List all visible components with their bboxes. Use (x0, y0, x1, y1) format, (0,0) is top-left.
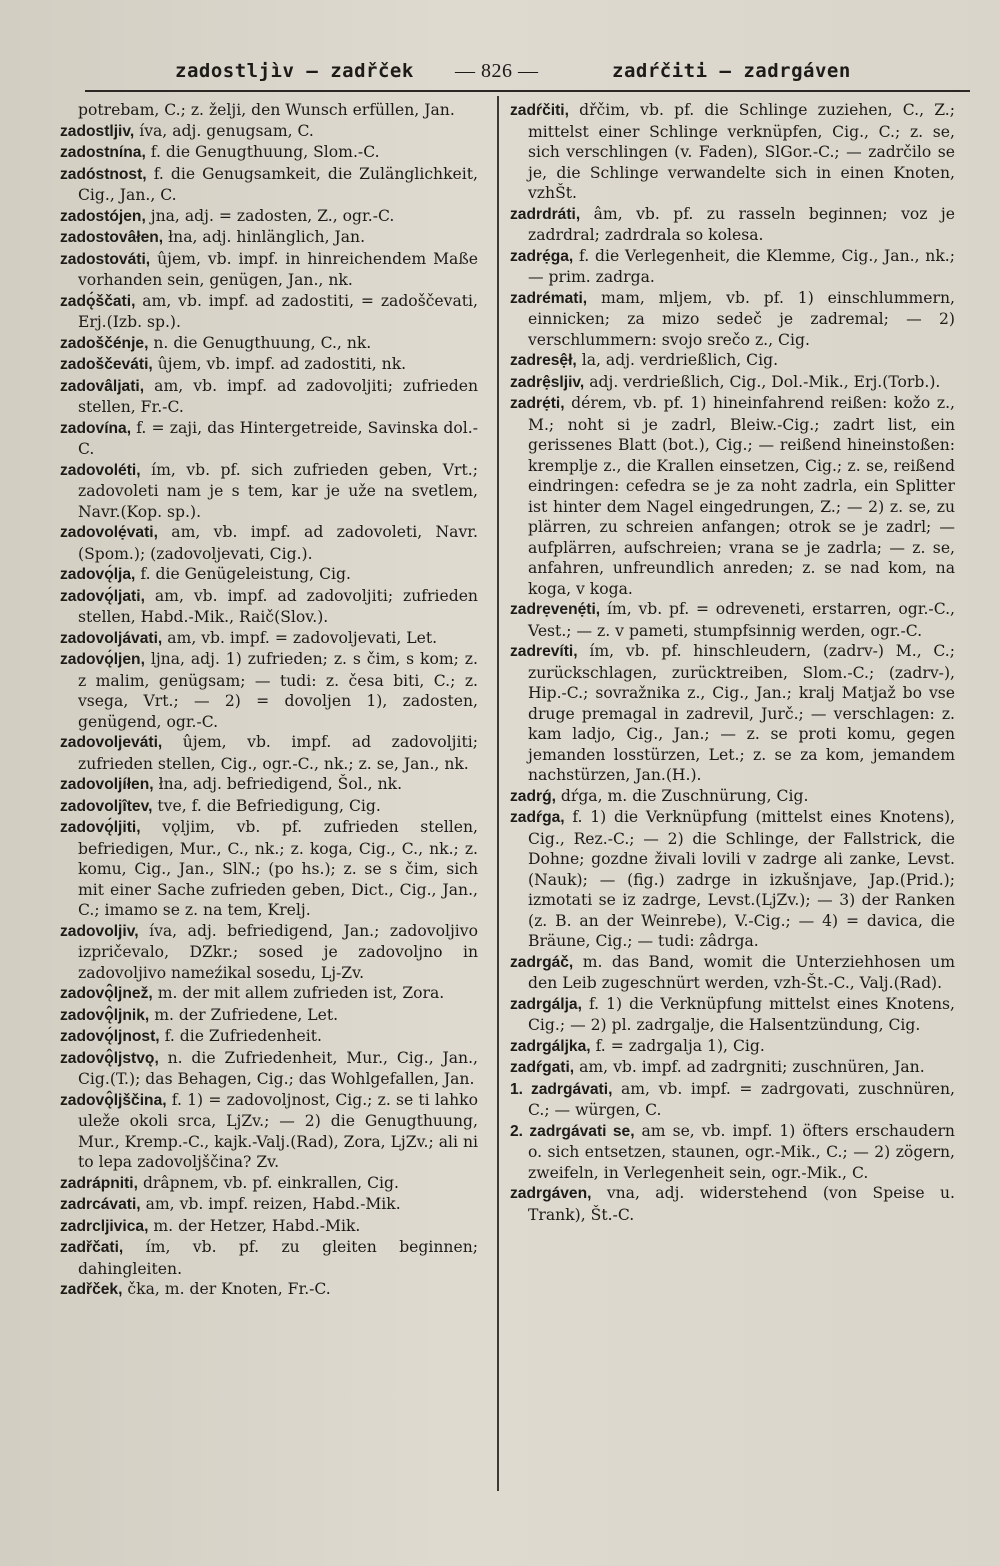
dictionary-entry (60, 921, 478, 984)
headword: zadovoljeváti, (60, 734, 163, 751)
headword: zadovǫ̂ljstvǫ, (60, 1049, 159, 1067)
dictionary-entry (510, 599, 955, 641)
entry-definition: ím, vb. pf. = odreveneti, erstarren, ogr.-C., Vest.; — z. v pameti, stumpfsinnig werden, ogr.-C. (528, 600, 955, 640)
right-column (510, 100, 955, 1225)
headword: zadresệł, (510, 352, 577, 369)
entry-definition: f. = zaji, das Hintergetreide, Savinska dol.-C. (78, 418, 478, 458)
dictionary-entry (60, 164, 478, 206)
dictionary-entry (510, 372, 955, 394)
headword: zadǫ́ščati, (60, 292, 136, 310)
entry-definition: am, vb. impf. reizen, Habd.-Mik. (145, 1195, 401, 1213)
header-rule (85, 90, 970, 92)
dictionary-entry (60, 774, 478, 796)
dictionary-entry (60, 227, 478, 249)
entry-definition: am, vb. impf. ad zadostiti, = zadoščevati, Erj.(Izb. sp.). (78, 291, 478, 331)
dictionary-entry (60, 1090, 478, 1173)
headword: zadŕgati, (510, 1059, 575, 1076)
entry-definition: m. der Hetzer, Habd.-Mik. (153, 1216, 361, 1235)
dictionary-entry (510, 350, 955, 372)
headword: zadrevíti, (510, 643, 578, 660)
headword: zadrgáljka, (510, 1037, 591, 1055)
entry-definition: m. das Band, womit die Unterziehhosen um den Leib zugeschnürt werden, vzh-Št.-C., Valj.(Rad). (528, 952, 955, 992)
dictionary-entry (60, 1048, 478, 1090)
headword: zadrgálja, (510, 995, 582, 1013)
entry-definition: n. die Zufriedenheit, Mur., Cig., Jan., Cig.(T.); das Behagen, Cig.; das Wohlgefallen, Jan. (78, 1048, 478, 1088)
headword: zadrdráti, (510, 205, 581, 223)
entry-definition: potrebam, C.; z. želji, den Wunsch erfüllen, Jan. (78, 101, 455, 119)
dictionary-entry (510, 393, 955, 599)
entry-definition: f. 1) die Verknüpfung (mittelst eines Knotens), Cig., Rez.-C.; — 2) die Schlinge, der Fallstrick, die Dohne; gozdne živali lovili v zadrge ali zanke, Levst.(Nauk); — (fig.) zadrge in izkušnjave, Jap.(Prid.); izmotati se iz zadrge, Levst.(LjZv.); — 3) der Ranken (z. B. an der Weinrebe), V.-Cig.; — 4) = davica, die Bräune, Cig.; — tudi: zâdrga. (528, 808, 955, 950)
headword: zadovoljíłen, (60, 776, 154, 793)
headword: zadostójen, (60, 207, 146, 225)
dictionary-entry (60, 522, 478, 564)
headword: zadostovâłen, (60, 229, 164, 246)
headword: zadrệsljiv, (510, 373, 585, 391)
dictionary-entry (60, 1279, 478, 1301)
headword: zadovoljîtev, (60, 797, 153, 815)
entry-definition: tve, f. die Befriedigung, Cig. (157, 796, 381, 815)
entry-definition: f. 1) = zadovoljnost, Cig.; z. se ti lahko uleže okoli srca, LjZv.; — 2) die Genugthuung, Mur., Kremp.-C., kajk.-Valj.(Rad), Zora, LjZv.; ali ni to lepa zadovoljščina? Zv. (78, 1090, 478, 1171)
entry-definition: f. die Genugthuung, Slom.-C. (150, 143, 380, 161)
entry-definition: am, vb. impf. = zadrgovati, zuschnüren, C.; — würgen, C. (528, 1079, 955, 1119)
entry-definition: am, vb. impf. = zadovoljevati, Let. (167, 628, 438, 647)
dictionary-entry (60, 1026, 478, 1048)
entry-definition: m. der Zufriedene, Let. (154, 1005, 339, 1024)
dictionary-entry (60, 1237, 478, 1279)
entry-definition: dérem, vb. pf. 1) hineinfahrend reißen: kožo z., M.; noht si je zadrl, Bleiw.-Cig.; zadrt list, ein gerissenes Blatt (bot.), Cig.; — reißend hineinstoßen: kremplje z., die Krallen einsetzen, Cig.; z. se, reißend eindringen: cefedra se je za noht zadrla, ein Splitter ist hinter dem Nagel eingedrungen, Z.; — 2) z. se, zu plärren, zu schreien anfangen; otrok se je zadrl; — aufplärren, aufschreien; vrana se je zadrla; — z. se, anfahren, unfreundlich anreden; z. se nad kom, na koga, v koga. (528, 394, 955, 598)
headword: zadovína, (60, 419, 132, 437)
entry-definition: ûjem, vb. impf. ad zadostiti, nk. (157, 355, 407, 373)
entry-definition: vǫljim, vb. pf. zufrieden stellen, befriedigen, Mur., C., nk.; z. koga, Cig., C., nk.; z. komu, Cig., Jan., SlN.; (po hs.); z. se s čim, sich mit einer Sache zufrieden geben, Dict., Cig., Jan., C.; imamo se z. na tem, Krelj. (78, 818, 478, 919)
dictionary-entry (60, 564, 478, 586)
headword: zadrẹvenẹ́ti, (510, 601, 601, 618)
dictionary-entry (60, 796, 478, 818)
dictionary-entry (510, 1079, 955, 1121)
dictionary-entry (60, 1216, 478, 1238)
entry-definition: m. der mit allem zufrieden ist, Zora. (157, 984, 445, 1002)
entry-definition: drâpnem, vb. pf. einkrallen, Cig. (142, 1173, 399, 1192)
dictionary-entry (510, 246, 955, 288)
headword: zadoščeváti, (60, 356, 153, 373)
dictionary-entry (510, 204, 955, 246)
dictionary-entry (510, 1057, 955, 1079)
dictionary-entry (60, 249, 478, 291)
headword: zadrẹ́ti, (510, 395, 565, 412)
headword: zadovǫ̂ljščina, (60, 1091, 167, 1109)
entry-definition: am, vb. impf. ad zadovoljiti; zufrieden stellen, Habd.-Mik., Raič(Slov.). (78, 586, 478, 626)
entry-definition: f. die Verlegenheit, die Klemme, Cig., Jan., nk.; — prim. zadrga. (528, 246, 955, 286)
entry-definition: dřčim, vb. pf. die Schlinge zuziehen, C., Z.; mittelst einer Schlinge verknüpfen, Cig., C.; z. se, sich verschlingen (v. Faden), SlGor.-C.; — zadrčilo se je, die Schlinge verwandelte sich in einen Knoten, vzhŠt. (528, 101, 955, 202)
dictionary-entry (60, 1005, 478, 1027)
entry-definition: la, adj. verdrießlich, Cig. (581, 351, 779, 369)
headword: zadrgáč, (510, 953, 574, 971)
entry-definition: ljna, adj. 1) zufrieden; z. s čim, s kom; z. z malim, genügsam; — tudi: z. česa biti, C.; z. vsega, Vrt.; — 2) = dovoljen 1), zadosten, genügend, ogr.-C. (78, 650, 478, 731)
dictionary-entry (510, 288, 955, 351)
headword: zadovâljati, (60, 377, 145, 395)
dictionary-entry (510, 1036, 955, 1058)
headword: zadŕčiti, (510, 102, 569, 119)
dictionary-entry (60, 100, 478, 121)
entry-definition: íva, adj. befriedigend, Jan.; zadovoljivo izpričevalo, DZkr.; sosed je zadovoljno in zadovoljivo nameźikal sosedu, Lj-Zv. (78, 921, 478, 982)
entry-definition: n. die Genugthuung, C., nk. (153, 333, 372, 352)
dictionary-entry (60, 983, 478, 1005)
dictionary-entry (60, 1173, 478, 1195)
entry-definition: ûjem, vb. impf. in hinreichendem Maße vorhanden sein, genügen, Jan., nk. (78, 249, 478, 289)
dictionary-entry (60, 206, 478, 228)
dictionary-entry (60, 376, 478, 418)
entry-definition: mam, mljem, vb. pf. 1) einschlummern, einnicken; za mizo sedeč je zadremal; — 2) verschlummern: svojo srečo z., Cig. (528, 288, 955, 349)
headword: zadrcljivica, (60, 1217, 149, 1235)
page-number: — 826 — (455, 60, 539, 82)
entry-definition: ím, vb. pf. sich zufrieden geben, Vrt.; zadovoleti nam je s tem, kar je uže na svetlem, Navr.(Kop. sp.). (78, 460, 478, 521)
dictionary-entry (60, 628, 478, 650)
entry-definition: f. die Genügeleistung, Cig. (140, 565, 351, 583)
entry-definition: čka, m. der Knoten, Fr.-C. (127, 1280, 331, 1298)
entry-definition: f. = zadrgalja 1), Cig. (595, 1036, 765, 1055)
headword: zadóstnost, (60, 165, 147, 183)
dictionary-entry (510, 994, 955, 1036)
headword: zadovǫ́ljen, (60, 651, 145, 668)
left-column (60, 100, 478, 1301)
dictionary-entry (60, 291, 478, 333)
column-divider (497, 96, 499, 1491)
headword: zadrẹ́ga, (510, 247, 574, 265)
entry-definition: am, vb. impf. ad zadovoljiti; zufrieden stellen, Fr.-C. (78, 376, 478, 416)
dictionary-entry (510, 1183, 955, 1225)
entry-definition: łna, adj. befriedigend, Šol., nk. (158, 775, 403, 793)
dictionary-entry (510, 641, 955, 786)
entry-definition: dŕga, m. die Zuschnürung, Cig. (560, 786, 809, 805)
entry-definition: ûjem, vb. impf. ad zadovoljiti; zufrieden stellen, Cig., ogr.-C., nk.; z. se, Jan., nk. (78, 733, 478, 773)
dictionary-entry (60, 142, 478, 164)
headword: zadrémati, (510, 289, 588, 307)
headword: zadrgáven, (510, 1185, 592, 1202)
headword: zadrcávati, (60, 1196, 141, 1213)
headword: zadřček, (60, 1281, 123, 1298)
entry-definition: am, vb. impf. ad zadovoleti, Navr.(Spom.); (zadovoljevati, Cig.). (78, 523, 478, 563)
dictionary-entry (60, 354, 478, 376)
headword: zadostováti, (60, 250, 151, 268)
dictionary-entry (60, 121, 478, 143)
headword: zadřčati, (60, 1239, 124, 1256)
dictionary-entry (510, 1121, 955, 1184)
headword: zadostnína, (60, 144, 146, 161)
entry-definition: f. 1) die Verknüpfung mittelst eines Knotens, Cig.; — 2) pl. zadrgalje, die Halsentzündung, Cig. (528, 994, 955, 1034)
entry-definition: adj. verdrießlich, Cig., Dol.-Mik., Erj.(Torb.). (589, 372, 941, 391)
headword: zadovǫ̂ljnik, (60, 1006, 150, 1024)
dictionary-entry (60, 460, 478, 523)
headword: zadovoljiv, (60, 922, 139, 940)
entry-definition: f. die Zufriedenheit. (164, 1027, 322, 1045)
headword: zadovǫ́ljati, (60, 587, 145, 605)
entry-definition: am, vb. impf. ad zadrgniti; zuschnüren, Jan. (579, 1058, 925, 1076)
headword: zadostljiv, (60, 122, 135, 140)
dictionary-entry (60, 418, 478, 460)
entry-definition: f. die Genugsamkeit, die Zulänglichkeit, Cig., Jan., C. (78, 164, 478, 204)
entry-definition: vna, adj. widerstehend (von Speise u. Trank), Št.-C. (528, 1184, 955, 1224)
dictionary-entry (510, 100, 955, 204)
dictionary-entry (60, 586, 478, 628)
entry-definition: íva, adj. genugsam, C. (139, 121, 314, 140)
left-guide-word: zadostljìv — zadřček (175, 60, 414, 82)
headword: zadovǫ́lja, (60, 566, 136, 583)
dictionary-entry (510, 807, 955, 952)
dictionary-entry (60, 649, 478, 732)
dictionary-entry (60, 817, 478, 921)
dictionary-entry (510, 952, 955, 994)
dictionary-entry (60, 1194, 478, 1216)
entry-definition: am se, vb. impf. 1) öfters erschaudern o. sich entsetzen, staunen, ogr.-Mik., C.; — 2) zögern, zweifeln, in Verlegenheit sein, ogr.-Mik., C. (528, 1121, 955, 1182)
entry-definition: łna, adj. hinlänglich, Jan. (168, 228, 366, 246)
headword: zadrǵ, (510, 787, 556, 805)
page-header (0, 50, 1000, 90)
headword: zadovoléti, (60, 461, 141, 479)
right-guide-word: zadŕčiti — zadrgáven (612, 60, 851, 82)
entry-definition: ím, vb. pf. zu gleiten beginnen; dahingleiten. (78, 1238, 478, 1278)
headword: 2. zadrgávati se, (510, 1122, 635, 1140)
headword: zadŕga, (510, 809, 565, 826)
headword: zadovoljávati, (60, 629, 163, 647)
dictionary-entry (60, 732, 478, 774)
headword: zadovǫ́ljnost, (60, 1028, 160, 1045)
headword: 1. zadrgávati, (510, 1080, 613, 1098)
entry-definition: âm, vb. pf. zu rasseln beginnen; voz je zadrdral; zadrdrala so kolesa. (528, 204, 955, 244)
dictionary-entry (510, 786, 955, 808)
headword: zadovǫ̂ljnež, (60, 985, 153, 1002)
headword: zadovolẹ́vati, (60, 524, 158, 541)
entry-definition: ím, vb. pf. hinschleudern, (zadrv-) M., C.; zurückschlagen, zurücktreiben, Slom.-C.; (zadrv-), Hip.-C.; sovražnika z., Cig., Jan.; kralj Matjaž bo vse druge premagal in zadrevil, Jurč.; — verschlagen: z. kam ladjo, Cig., Jan.; — z. se proti komu, gegen jemanden losstürzen, Let.; z. se za kom, jemandem nachstürzen, Jan.(H.). (528, 642, 955, 784)
headword: zadoščénje, (60, 334, 149, 352)
dictionary-entry (60, 333, 478, 355)
headword: zadrápniti, (60, 1174, 138, 1192)
headword: zadovǫ́ljiti, (60, 819, 141, 836)
entry-definition: jna, adj. = zadosten, Z., ogr.-C. (150, 206, 395, 225)
